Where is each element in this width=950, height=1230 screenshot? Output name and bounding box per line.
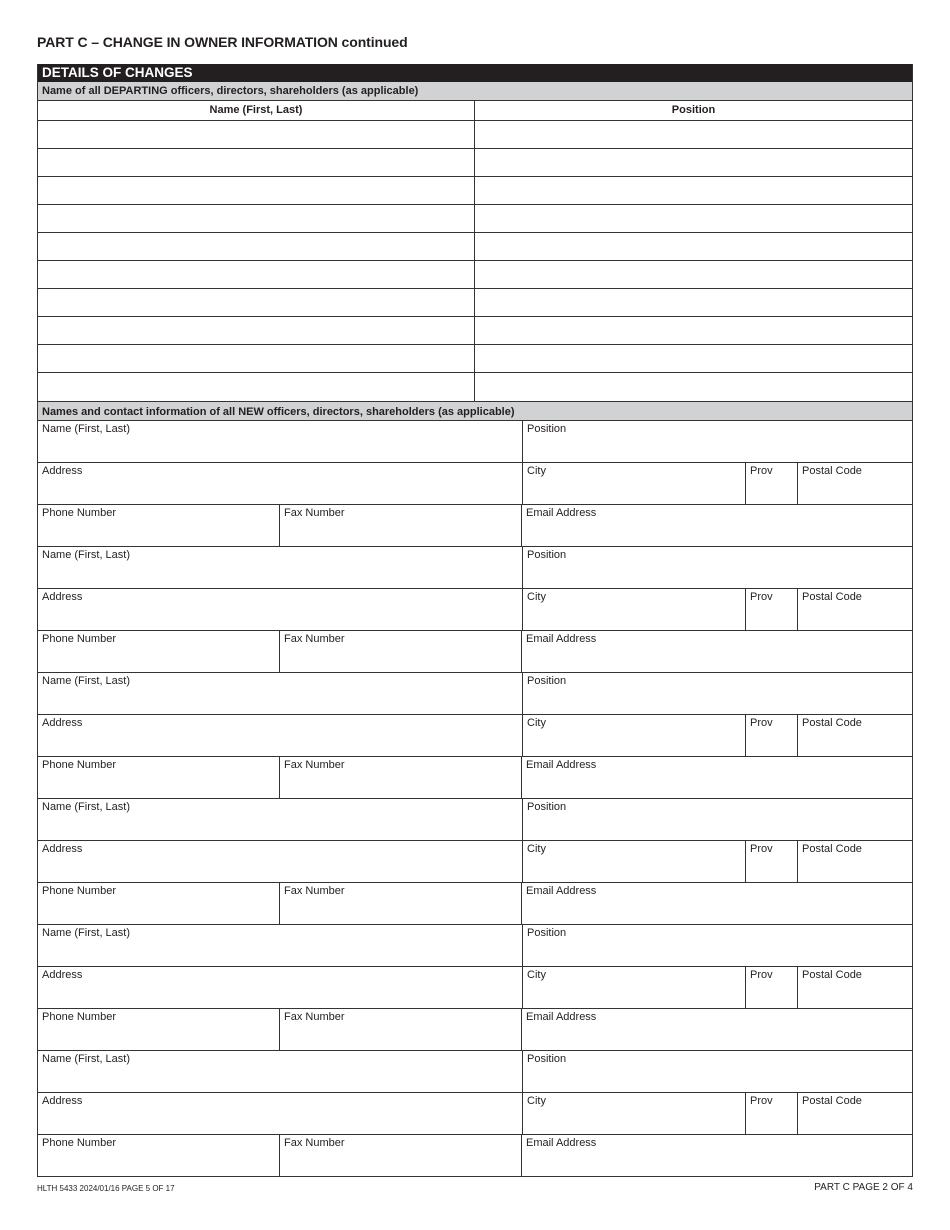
email-field[interactable] — [522, 631, 912, 672]
postal-code-field[interactable] — [798, 841, 912, 882]
address-label: Address — [42, 1095, 83, 1107]
departing-row — [38, 233, 912, 261]
name-position-row — [38, 421, 912, 463]
name-position-row — [38, 547, 912, 589]
departing-position-field[interactable] — [475, 261, 912, 288]
city-label: City — [527, 717, 546, 729]
departing-name-field[interactable] — [38, 373, 475, 401]
departing-row — [38, 149, 912, 177]
new-officer-block — [38, 925, 912, 1051]
name-label: Name (First, Last) — [42, 423, 131, 435]
fax-label: Fax Number — [284, 633, 345, 645]
address-label: Address — [42, 591, 83, 603]
departing-row — [38, 261, 912, 289]
email-field[interactable] — [522, 883, 912, 924]
email-label: Email Address — [526, 1137, 597, 1149]
email-label: Email Address — [526, 507, 597, 519]
departing-name-field[interactable] — [38, 121, 475, 148]
departing-position-field[interactable] — [475, 121, 912, 148]
new-heading: Names and contact information of all NEW officers, directors, shareholders (as applicable) — [38, 401, 912, 421]
departing-name-field[interactable] — [38, 317, 475, 344]
position-field[interactable] — [523, 1051, 912, 1092]
position-field[interactable] — [523, 547, 912, 588]
name-field[interactable] — [38, 1051, 523, 1092]
phone-label: Phone Number — [42, 1011, 116, 1023]
name-position-row — [38, 925, 912, 967]
departing-row — [38, 121, 912, 149]
phone-label: Phone Number — [42, 759, 116, 771]
departing-row — [38, 205, 912, 233]
departing-rows — [38, 121, 912, 401]
phone-field[interactable] — [38, 631, 280, 672]
prov-label: Prov — [750, 1095, 773, 1107]
new-officer-blocks — [38, 421, 912, 1177]
name-label: Name (First, Last) — [42, 675, 131, 687]
address-label: Address — [42, 843, 83, 855]
name-label: Name (First, Last) — [42, 801, 131, 813]
address-field[interactable] — [38, 841, 523, 882]
postal-code-field[interactable] — [798, 589, 912, 630]
position-field[interactable] — [523, 673, 912, 714]
contact-row — [38, 631, 912, 673]
prov-label: Prov — [750, 465, 773, 477]
departing-position-field[interactable] — [475, 345, 912, 372]
prov-field[interactable] — [746, 1093, 798, 1134]
form-id-footer: HLTH 5433 2024/01/16 PAGE 5 OF 17 — [37, 1184, 175, 1193]
phone-field[interactable] — [38, 1135, 280, 1176]
contact-row — [38, 1135, 912, 1177]
departing-name-field[interactable] — [38, 233, 475, 260]
city-field[interactable] — [523, 1093, 746, 1134]
fax-field[interactable] — [280, 883, 522, 924]
fax-field[interactable] — [280, 1135, 522, 1176]
prov-label: Prov — [750, 843, 773, 855]
contact-row — [38, 883, 912, 925]
new-officer-block — [38, 799, 912, 925]
departing-name-field[interactable] — [38, 261, 475, 288]
email-label: Email Address — [526, 759, 597, 771]
name-position-row — [38, 673, 912, 715]
new-officer-block — [38, 547, 912, 673]
email-field[interactable] — [522, 757, 912, 798]
city-field[interactable] — [523, 841, 746, 882]
section-title: DETAILS OF CHANGES — [38, 64, 912, 82]
email-label: Email Address — [526, 885, 597, 897]
postal-code-field[interactable] — [798, 967, 912, 1008]
departing-row — [38, 345, 912, 373]
prov-label: Prov — [750, 591, 773, 603]
email-field[interactable] — [522, 1135, 912, 1176]
address-field[interactable] — [38, 967, 523, 1008]
postal-label: Postal Code — [802, 969, 862, 981]
position-label: Position — [527, 423, 567, 435]
departing-name-field[interactable] — [38, 177, 475, 204]
city-label: City — [527, 969, 546, 981]
address-row — [38, 463, 912, 505]
page-title: PART C – CHANGE IN OWNER INFORMATION continued — [37, 34, 408, 50]
new-officer-block — [38, 673, 912, 799]
position-label: Position — [527, 549, 567, 561]
prov-label: Prov — [750, 717, 773, 729]
departing-position-field[interactable] — [475, 149, 912, 176]
email-field[interactable] — [522, 505, 912, 546]
departing-position-field[interactable] — [475, 177, 912, 204]
position-field[interactable] — [523, 925, 912, 966]
contact-row — [38, 1009, 912, 1051]
address-row — [38, 967, 912, 1009]
phone-field[interactable] — [38, 883, 280, 924]
phone-field[interactable] — [38, 505, 280, 546]
name-field[interactable] — [38, 673, 523, 714]
prov-label: Prov — [750, 969, 773, 981]
city-label: City — [527, 591, 546, 603]
fax-field[interactable] — [280, 505, 522, 546]
address-label: Address — [42, 717, 83, 729]
departing-name-field[interactable] — [38, 345, 475, 372]
name-position-row — [38, 799, 912, 841]
position-field[interactable] — [523, 799, 912, 840]
city-field[interactable] — [523, 967, 746, 1008]
city-label: City — [527, 1095, 546, 1107]
departing-position-field[interactable] — [475, 289, 912, 316]
departing-name-field[interactable] — [38, 149, 475, 176]
fax-label: Fax Number — [284, 885, 345, 897]
contact-row — [38, 757, 912, 799]
new-officer-block — [38, 1051, 912, 1177]
name-field[interactable] — [38, 925, 523, 966]
fax-label: Fax Number — [284, 759, 345, 771]
phone-field[interactable] — [38, 1009, 280, 1050]
postal-label: Postal Code — [802, 843, 862, 855]
name-field[interactable] — [38, 421, 523, 462]
postal-code-field[interactable] — [798, 1093, 912, 1134]
postal-label: Postal Code — [802, 591, 862, 603]
address-field[interactable] — [38, 715, 523, 756]
phone-label: Phone Number — [42, 507, 116, 519]
phone-label: Phone Number — [42, 633, 116, 645]
name-field[interactable] — [38, 547, 523, 588]
phone-field[interactable] — [38, 757, 280, 798]
address-row — [38, 1093, 912, 1135]
departing-position-field[interactable] — [475, 317, 912, 344]
name-label: Name (First, Last) — [42, 1053, 131, 1065]
departing-row — [38, 373, 912, 401]
page-number-footer: PART C PAGE 2 OF 4 — [814, 1182, 913, 1193]
departing-column-headers — [38, 101, 912, 121]
departing-position-field[interactable] — [475, 205, 912, 232]
departing-heading: Name of all DEPARTING officers, directors, shareholders (as applicable) — [38, 82, 912, 101]
city-field[interactable] — [523, 589, 746, 630]
prov-field[interactable] — [746, 463, 798, 504]
phone-label: Phone Number — [42, 1137, 116, 1149]
fax-label: Fax Number — [284, 507, 345, 519]
departing-name-field[interactable] — [38, 205, 475, 232]
fax-field[interactable] — [280, 1009, 522, 1050]
prov-field[interactable] — [746, 841, 798, 882]
col-name-header: Name (First, Last) — [38, 101, 475, 120]
details-of-changes-form — [37, 64, 913, 1177]
departing-row — [38, 317, 912, 345]
postal-label: Postal Code — [802, 1095, 862, 1107]
email-label: Email Address — [526, 633, 597, 645]
name-position-row — [38, 1051, 912, 1093]
col-position-header: Position — [671, 104, 716, 116]
address-row — [38, 589, 912, 631]
departing-row — [38, 289, 912, 317]
city-field[interactable] — [523, 463, 746, 504]
address-label: Address — [42, 465, 83, 477]
departing-position-field[interactable] — [475, 233, 912, 260]
name-field[interactable] — [38, 799, 523, 840]
prov-field[interactable] — [746, 589, 798, 630]
position-label: Position — [527, 927, 567, 939]
prov-field[interactable] — [746, 715, 798, 756]
city-label: City — [527, 843, 546, 855]
city-field[interactable] — [523, 715, 746, 756]
fax-label: Fax Number — [284, 1011, 345, 1023]
departing-name-field[interactable] — [38, 289, 475, 316]
position-label: Position — [527, 675, 567, 687]
new-officer-block — [38, 421, 912, 547]
departing-row — [38, 177, 912, 205]
fax-field[interactable] — [280, 757, 522, 798]
name-label: Name (First, Last) — [42, 549, 131, 561]
postal-code-field[interactable] — [798, 715, 912, 756]
email-label: Email Address — [526, 1011, 597, 1023]
postal-label: Postal Code — [802, 465, 862, 477]
email-field[interactable] — [522, 1009, 912, 1050]
position-label: Position — [527, 1053, 567, 1065]
contact-row — [38, 505, 912, 547]
address-field[interactable] — [38, 589, 523, 630]
address-row — [38, 841, 912, 883]
postal-code-field[interactable] — [798, 463, 912, 504]
prov-field[interactable] — [746, 967, 798, 1008]
departing-position-field[interactable] — [475, 373, 912, 401]
position-field[interactable] — [523, 421, 912, 462]
phone-label: Phone Number — [42, 885, 116, 897]
postal-label: Postal Code — [802, 717, 862, 729]
address-label: Address — [42, 969, 83, 981]
fax-field[interactable] — [280, 631, 522, 672]
address-field[interactable] — [38, 1093, 523, 1134]
address-row — [38, 715, 912, 757]
address-field[interactable] — [38, 463, 523, 504]
fax-label: Fax Number — [284, 1137, 345, 1149]
position-label: Position — [527, 801, 567, 813]
name-label: Name (First, Last) — [42, 927, 131, 939]
city-label: City — [527, 465, 546, 477]
